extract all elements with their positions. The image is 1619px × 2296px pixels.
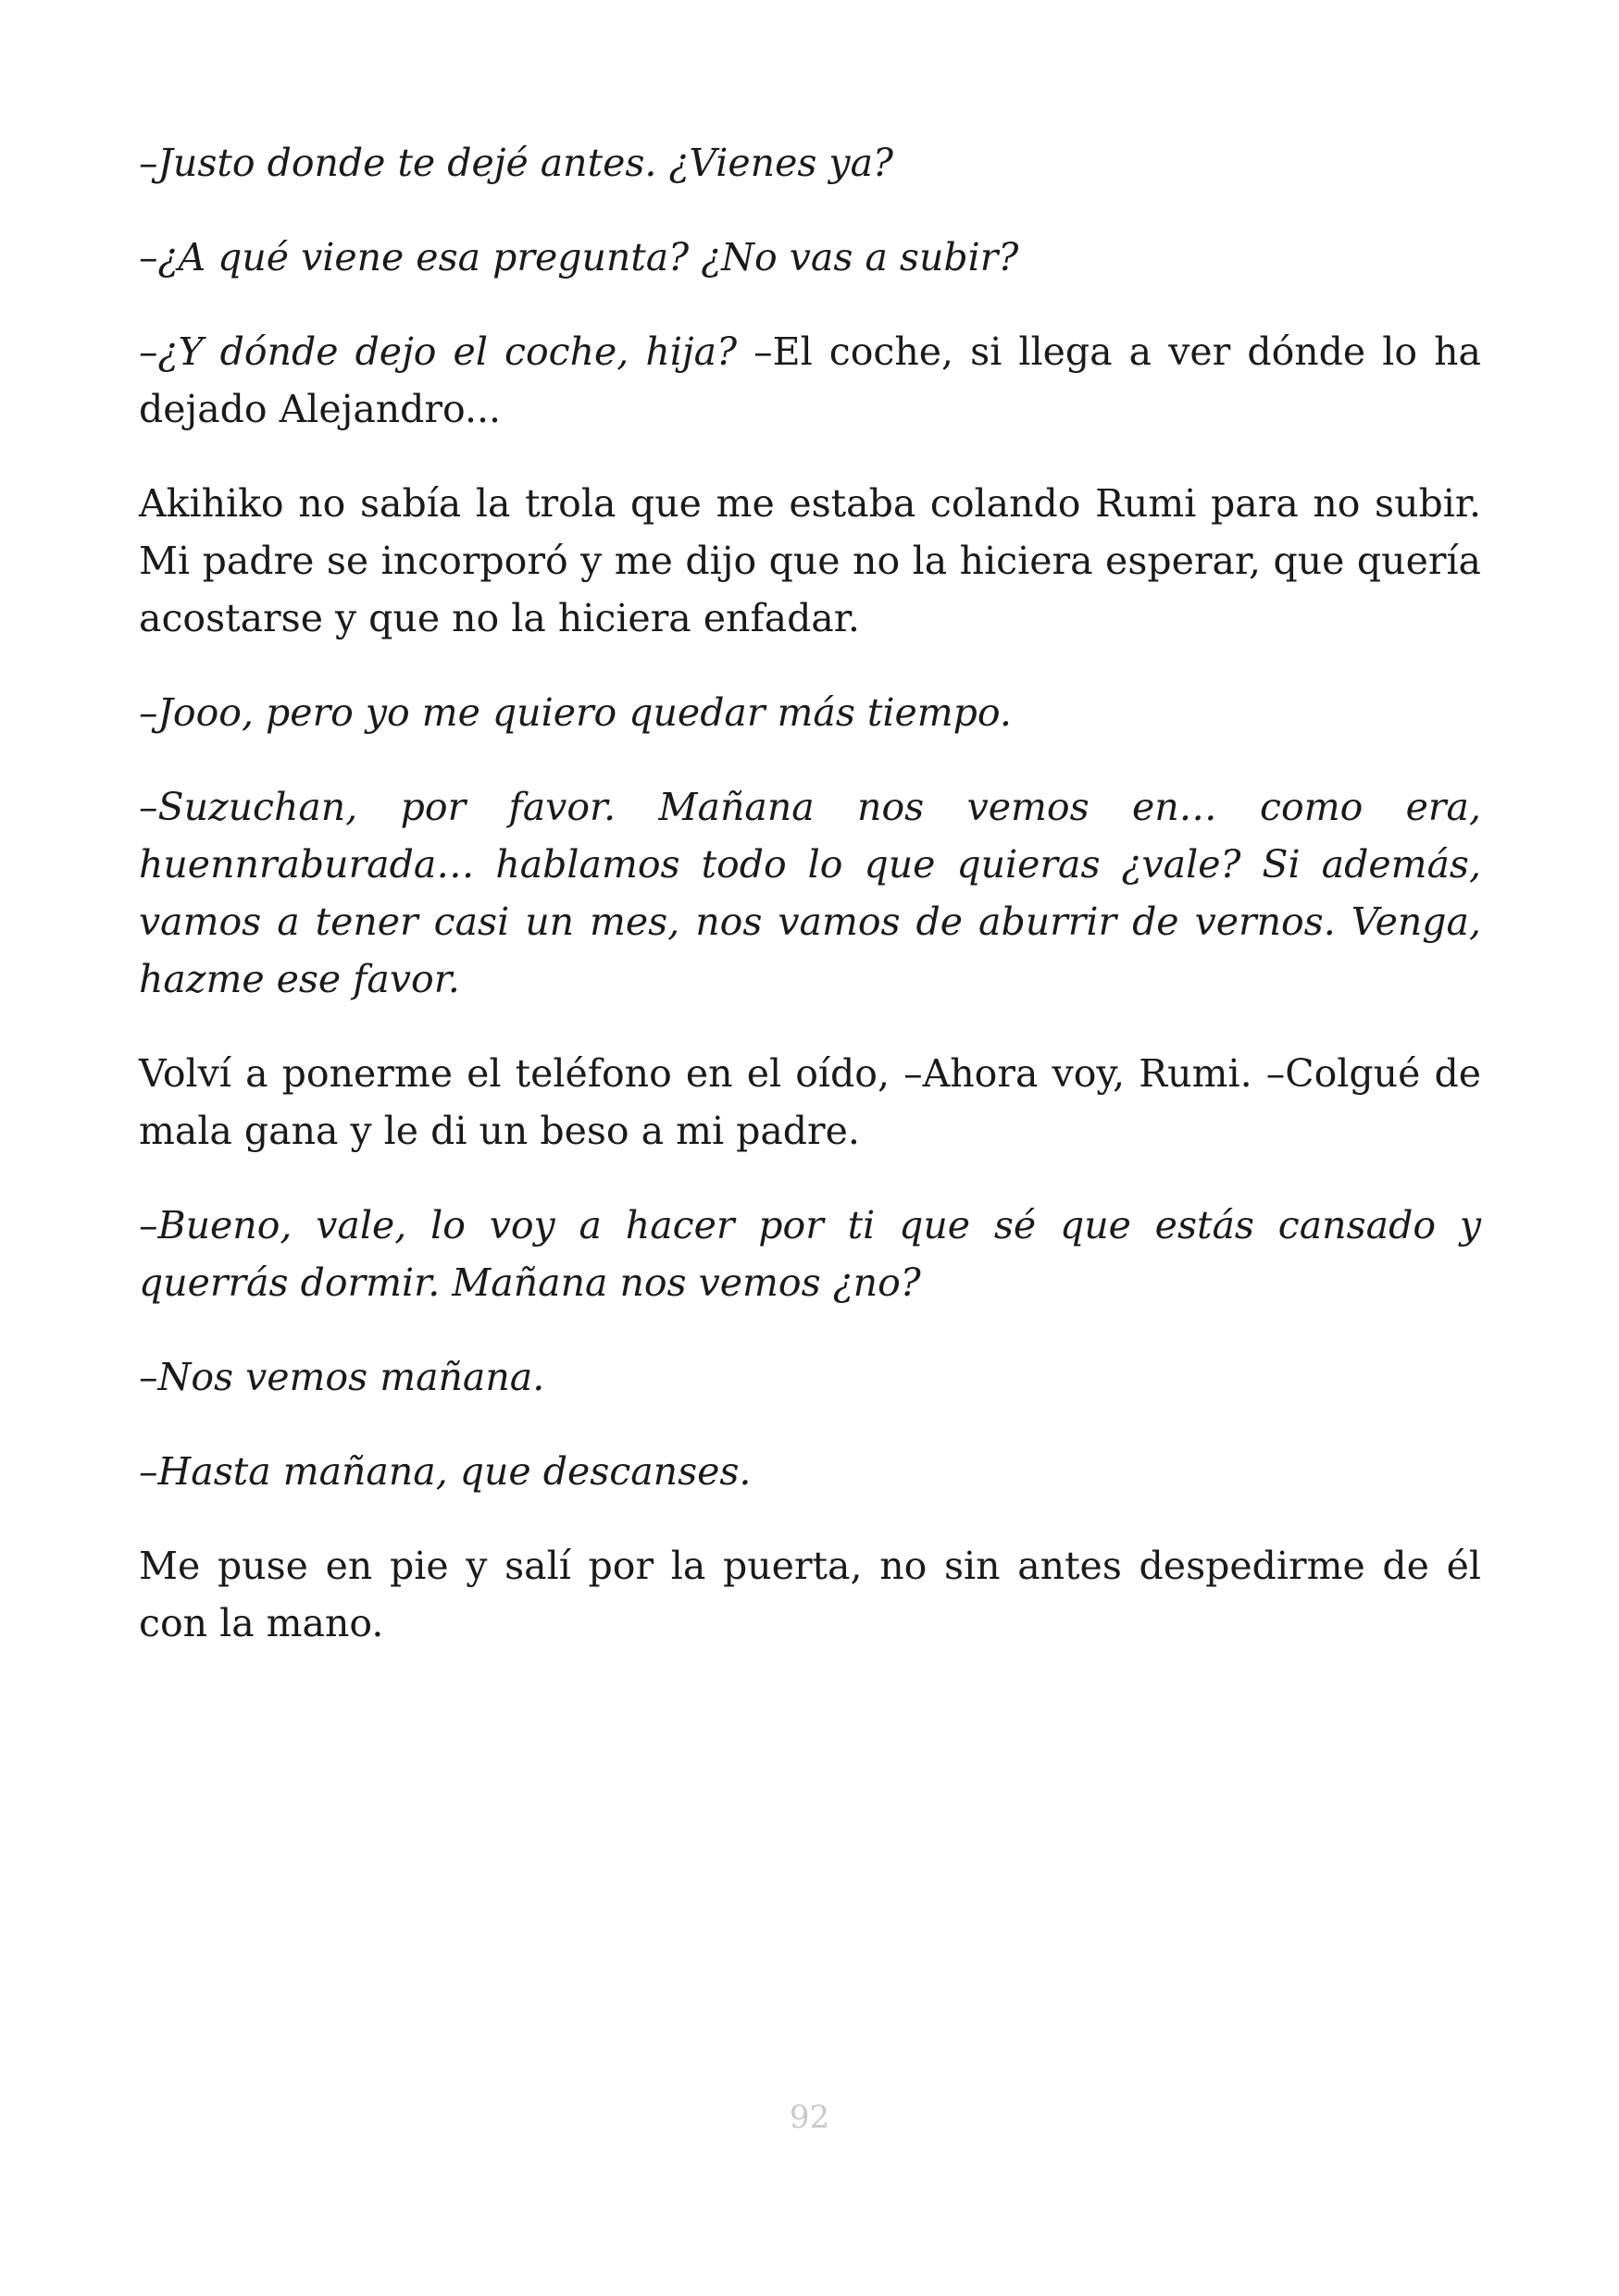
dialogue-italic: –Nos vemos mañana. <box>139 1355 545 1399</box>
dialogue-italic: –Suzuchan, por favor. Mañana nos vemos en… como era, huennraburada… hablamos todo lo que quieras ¿vale? Si además, vamos a tener casi un mes, nos vamos de aburrir de vernos. Venga, hazme ese favor. <box>139 785 1481 1001</box>
body-text <box>139 134 1481 1689</box>
paragraph-7 <box>139 1045 1481 1160</box>
narration-roman: Me puse en pie y salí por la puerta, no sin antes despedirme de él con la mano. <box>139 1544 1481 1645</box>
narration-roman: –El coche, si llega a ver dónde lo ha dejado Alejandro... <box>139 329 1481 431</box>
dialogue-italic: –Bueno, vale, lo voy a hacer por ti que sé que estás cansado y querrás dormir. Mañana nos vemos ¿no? <box>139 1203 1481 1305</box>
paragraph-4 <box>139 475 1481 647</box>
paragraph-8 <box>139 1197 1481 1311</box>
paragraph-6 <box>139 778 1481 1008</box>
paragraph-3 <box>139 323 1481 438</box>
paragraph-9 <box>139 1348 1481 1406</box>
dialogue-italic: –¿Y dónde dejo el coche, hija? <box>139 329 754 374</box>
dialogue-italic: –Jooo, pero yo me quiero quedar más tiempo. <box>139 690 1012 735</box>
dialogue-italic: –Hasta mañana, que descanses. <box>139 1449 752 1494</box>
paragraph-5 <box>139 684 1481 741</box>
page-number: 92 <box>789 2099 830 2136</box>
dialogue-italic: –¿A qué viene esa pregunta? ¿No vas a subir? <box>139 235 1019 279</box>
paragraph-2 <box>139 229 1481 286</box>
narration-roman: Volví a ponerme el teléfono en el oído, –Ahora voy, Rumi. –Colgué de mala gana y le di un beso a mi padre. <box>139 1051 1481 1153</box>
paragraph-11 <box>139 1537 1481 1652</box>
paragraph-10 <box>139 1443 1481 1500</box>
paragraph-1 <box>139 134 1481 192</box>
dialogue-italic: –Justo donde te dejé antes. ¿Vienes ya? <box>139 141 894 185</box>
narration-roman: Akihiko no sabía la trola que me estaba colando Rumi para no subir. Mi padre se incorporó y me dijo que no la hiciera esperar, que quería acostarse y que no la hiciera enfadar. <box>139 481 1481 640</box>
